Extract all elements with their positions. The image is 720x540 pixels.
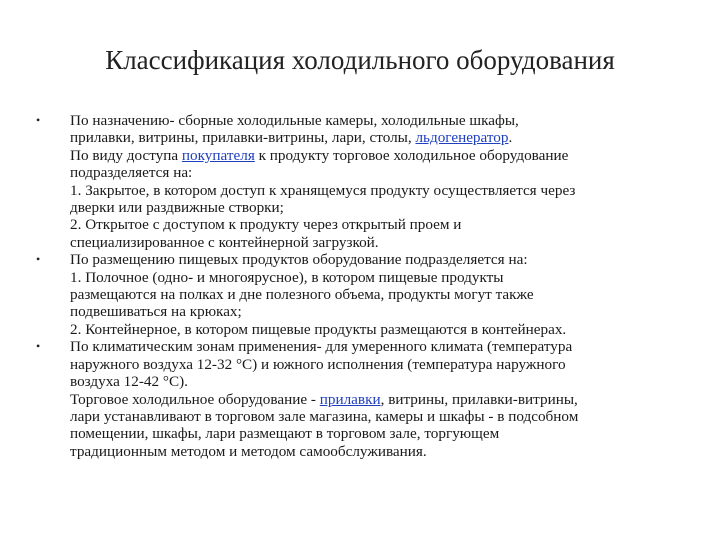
text-segment: По размещению пищевых продуктов оборудование подразделяется на:	[70, 251, 528, 269]
text-segment: лари устанавливают в торговом зале магазина, камеры и шкафы - в подсобном	[70, 407, 579, 425]
text-line	[70, 391, 708, 408]
text-line	[70, 216, 708, 233]
text-segment: подразделяется на:	[70, 164, 193, 182]
text-segment: .	[508, 129, 513, 147]
text-segment: По назначению- сборные холодильные камеры, холодильные шкафы,	[70, 112, 519, 129]
text-segment: 1. Закрытое, в котором доступ к хранящемуся продукту осуществляется через	[70, 181, 576, 199]
text-segment: воздуха 12-42 °С).	[70, 373, 188, 391]
text-segment: наружного воздуха 12-32 °С) и южного исполнения (температура наружного	[70, 355, 566, 373]
text-line	[70, 269, 708, 286]
bullet-item	[36, 112, 708, 251]
text-segment: к продукту торговое холодильное оборудование	[254, 146, 569, 164]
bullet-item	[36, 338, 708, 460]
text-line	[70, 129, 708, 146]
text-line	[70, 147, 708, 164]
text-segment: специализированное с контейнерной загрузкой.	[70, 233, 379, 251]
text-segment: прилавки, витрины, прилавки-витрины, лари, столы,	[70, 129, 416, 147]
bullet-item	[36, 251, 708, 338]
hyperlink[interactable]: покупателя	[181, 146, 255, 164]
text-line	[70, 373, 708, 390]
text-segment: , витрины, прилавки-витрины,	[380, 390, 578, 408]
text-line	[70, 164, 708, 181]
text-line	[70, 356, 708, 373]
text-segment: По климатическим зонам применения- для умеренного климата (температура	[70, 338, 573, 356]
text-line	[70, 303, 708, 320]
text-line	[70, 112, 708, 129]
text-segment: 1. Полочное (одно- и многоярусное), в котором пищевые продукты	[70, 268, 504, 286]
text-segment: подвешиваться на крюках;	[70, 303, 242, 321]
text-segment: По виду доступа	[70, 146, 182, 164]
text-line	[70, 321, 708, 338]
text-line	[70, 286, 708, 303]
text-segment: 2. Контейнерное, в котором пищевые продукты размещаются в контейнерах.	[70, 320, 567, 338]
hyperlink[interactable]: прилавки	[319, 390, 381, 408]
text-line	[70, 234, 708, 251]
slide-title: Классификация холодильного оборудования	[105, 45, 615, 75]
bullet-list	[36, 112, 708, 460]
bullet-dot-icon: •	[36, 113, 41, 127]
text-line	[70, 338, 708, 355]
text-segment: помещении, шкафы, лари размещают в торговом зале, торгующем	[70, 425, 500, 443]
text-segment: 2. Открытое с доступом к продукту через открытый проем и	[70, 216, 462, 234]
text-segment: размещаются на полках и дне полезного объема, продукты могут также	[70, 286, 534, 304]
hyperlink[interactable]: льдогенератор	[415, 129, 509, 147]
bullet-dot-icon: •	[36, 252, 41, 267]
text-segment: Торговое холодильное оборудование -	[70, 390, 320, 408]
text-line	[70, 199, 708, 216]
text-line	[70, 443, 708, 460]
text-line	[70, 425, 708, 442]
text-line	[70, 182, 708, 199]
bullet-dot-icon: •	[36, 339, 41, 354]
text-line	[70, 408, 708, 425]
text-line	[70, 251, 708, 268]
text-segment: традиционным методом и методом самообслуживания.	[70, 442, 427, 460]
text-segment: дверки или раздвижные створки;	[70, 199, 284, 217]
